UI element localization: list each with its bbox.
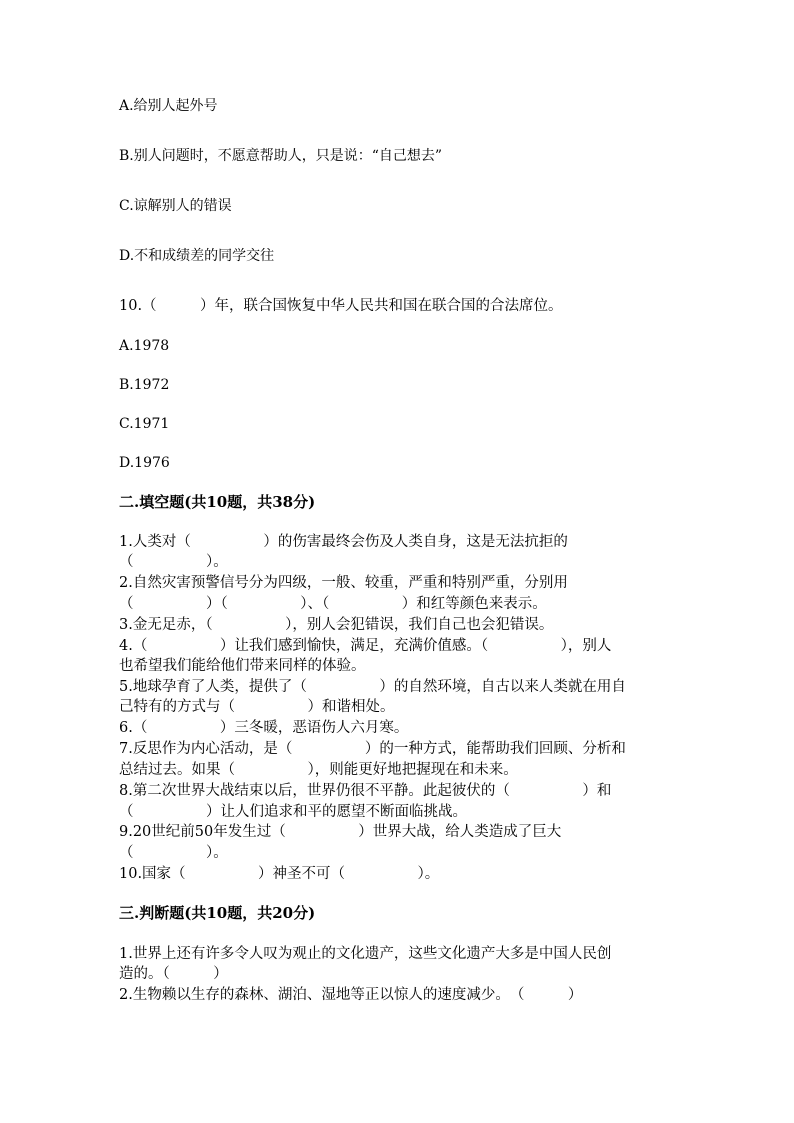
fill-line: 6.（ ）三冬暖，恶语伤人六月寒。 — [119, 720, 409, 736]
fill-line: 3.金无足赤，（ ），别人会犯错误，我们自己也会犯错误。 — [119, 617, 554, 633]
section-3-heading: 三.判断题(共10题，共20分) — [119, 904, 316, 922]
q10-option-c: C.1971 — [119, 416, 170, 432]
fill-line: 7.反思作为内心活动，是（ ）的一种方式，能帮助我们回顾、分析和 — [119, 741, 626, 757]
fill-line: 4.（ ）让我们感到愉快，满足，充满价值感。（ ），别人 — [119, 638, 612, 654]
fill-line: （ ）（ ）、（ ）和红等颜色来表示。 — [119, 596, 547, 612]
fill-line: 总结过去。如果（ ），则能更好地把握现在和未来。 — [119, 762, 518, 778]
q10-option-b: B.1972 — [119, 377, 170, 393]
fill-line: （ ）让人们追求和平的愿望不断面临挑战。 — [119, 804, 467, 820]
judge-line: 造的。（ ） — [119, 966, 228, 982]
fill-line: 2.自然灾害预警信号分为四级，一般、较重，严重和特别严重，分别用 — [119, 575, 568, 591]
q9-option-d: D.不和成绩差的同学交往 — [119, 248, 275, 264]
fill-line: （ ）。 — [119, 554, 228, 570]
fill-line: 9.20世纪前50年发生过（ ）世界大战，给人类造成了巨大 — [119, 824, 562, 840]
q9-option-c: C.谅解别人的错误 — [119, 198, 232, 214]
fill-line: 也希望我们能给他们带来同样的体验。 — [119, 658, 366, 674]
fill-line: 1.人类对（ ）的伤害最终会伤及人类自身，这是无法抗拒的 — [119, 534, 568, 550]
q9-option-b: B.别人问题时，不愿意帮助人，只是说：“自己想去” — [119, 148, 443, 164]
judge-line: 1.世界上还有许多令人叹为观止的文化遗产，这些文化遗产大多是中国人民创 — [119, 946, 612, 962]
q10-option-d: D.1976 — [119, 455, 170, 471]
judge-line: 2.生物赖以生存的森林、湖泊、湿地等正以惊人的速度减少。 （ ） — [119, 987, 583, 1003]
fill-line: 10.国家（ ）神圣不可（ ）。 — [119, 866, 440, 882]
fill-line: 己特有的方式与（ ）和谐相处。 — [119, 699, 395, 715]
fill-line: （ ）。 — [119, 845, 228, 861]
q9-option-a: A.给别人起外号 — [119, 98, 218, 114]
section-2-heading: 二.填空题(共10题，共38分) — [119, 493, 316, 511]
q10-stem: 10.（ ）年，联合国恢复中华人民共和国在联合国的合法席位。 — [119, 298, 563, 314]
fill-line: 5.地球孕育了人类，提供了（ ）的自然环境，自古以来人类就在用自 — [119, 679, 626, 695]
q10-option-a: A.1978 — [119, 338, 170, 354]
fill-line: 8.第二次世界大战结束以后，世界仍很不平静。此起彼伏的（ ）和 — [119, 783, 612, 799]
